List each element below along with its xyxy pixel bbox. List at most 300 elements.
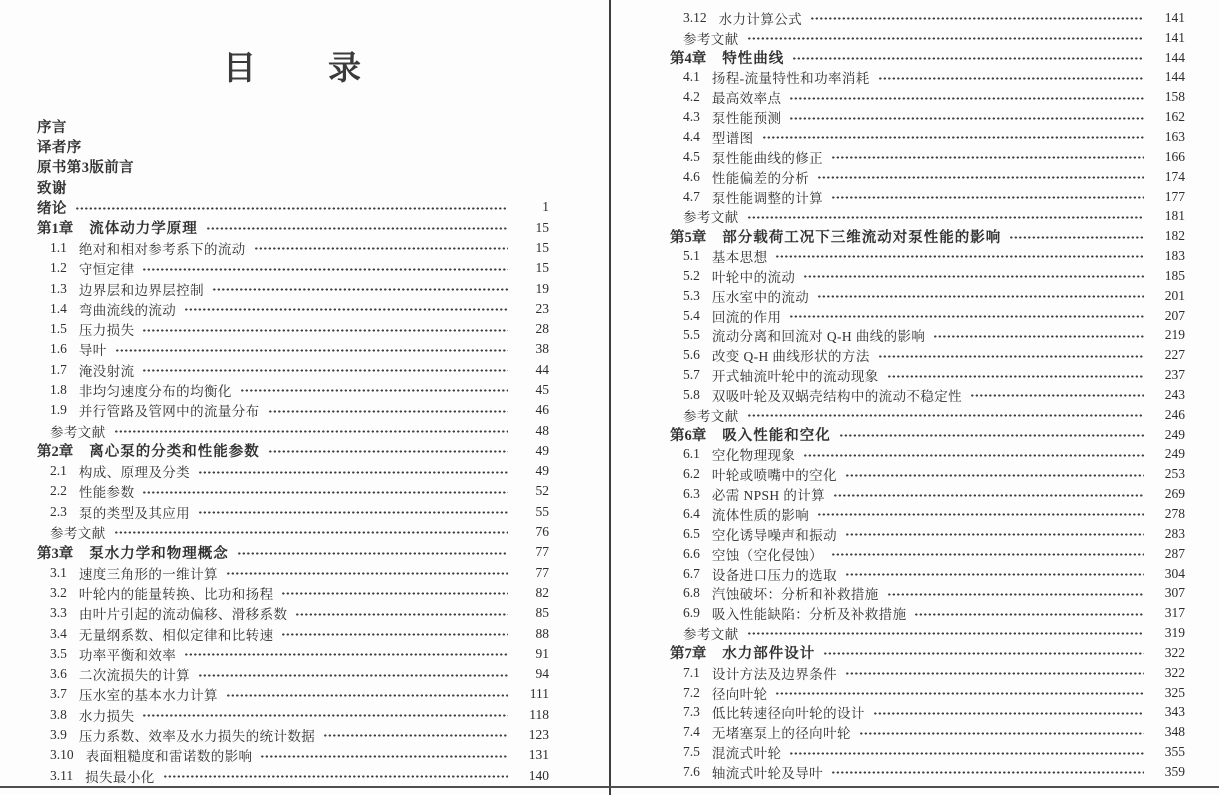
toc-entry-label: 守恒定律 (78, 262, 135, 278)
toc-entry-label: 并行管路及管网中的流量分布 (78, 404, 260, 420)
toc-entry-label: 参考文献 (683, 627, 739, 643)
toc-entry (670, 226, 1185, 246)
toc-entry (37, 583, 549, 603)
toc-entry-label: 性能偏差的分析 (711, 170, 810, 186)
toc-entry-page: 246 (1164, 406, 1185, 422)
toc-entry (670, 564, 1185, 584)
toc-entry (670, 623, 1185, 643)
dot-leader (199, 674, 508, 677)
toc-entry-number: 5.1 (683, 248, 700, 264)
toc-entry (670, 504, 1185, 524)
toc-entry-number: 6.8 (683, 585, 700, 601)
toc-entry-label: 泵性能曲线的修正 (711, 150, 824, 166)
toc-entry (670, 663, 1185, 683)
toc-entry-page: 322 (1164, 664, 1185, 680)
toc-entry-number: 3.9 (50, 727, 67, 743)
toc-entry-label: 参考文献 (683, 31, 739, 47)
toc-entry (670, 345, 1185, 365)
toc-entry-label: 表面粗糙度和雷诺数的影响 (85, 749, 253, 765)
toc-entry-page: 287 (1164, 545, 1185, 561)
dot-leader (199, 511, 508, 514)
toc-entry-number: 5.3 (683, 287, 700, 303)
toc-entry-number: 3.10 (50, 747, 74, 763)
toc-entry-label: 水力部件设计 (722, 646, 816, 663)
toc-entry-number: 5.8 (683, 386, 700, 402)
toc-entry-label: 叶轮内的能量转换、比功和扬程 (78, 586, 274, 602)
toc-entry-page: 269 (1164, 486, 1185, 502)
toc-entry-label: 泵性能预测 (711, 111, 782, 127)
toc-entry-page: 249 (1164, 446, 1185, 462)
toc-entry (670, 385, 1185, 405)
toc-entry-label: 空化诱导噪声和振动 (711, 527, 837, 543)
toc-entry-label: 功率平衡和效率 (78, 647, 177, 663)
toc-entry-page: 359 (1164, 763, 1185, 779)
toc-entry (670, 405, 1185, 425)
toc-entry-page: 118 (529, 706, 549, 722)
toc-entry-label: 水力损失 (78, 708, 135, 724)
toc-entry-page: 219 (1164, 327, 1185, 343)
dot-leader (934, 335, 1144, 338)
toc-entry-label: 致谢 (37, 180, 67, 197)
dot-leader (238, 552, 508, 555)
toc-entry-label: 型谱图 (711, 130, 754, 146)
toc-entry-label: 压力系数、效率及水力损失的统计数据 (78, 729, 316, 745)
toc-entry-page: 55 (535, 503, 549, 519)
toc-entry-page: 343 (1164, 704, 1185, 720)
toc-entry (37, 542, 549, 562)
toc-entry (37, 197, 549, 217)
toc-entry-page: 19 (535, 280, 549, 296)
dot-leader (185, 653, 508, 656)
toc-entry (37, 522, 549, 542)
toc-entry-label: 原书第3版前言 (37, 160, 135, 177)
toc-entry-number: 1.9 (50, 402, 67, 418)
toc-entry-label: 汽蚀破坏：分析和补救措施 (711, 587, 879, 603)
dot-leader (748, 414, 1144, 417)
dot-leader (143, 329, 508, 332)
toc-entry-page: 182 (1164, 228, 1185, 244)
toc-entry-page: 15 (535, 239, 549, 255)
toc-entry-number: 3.2 (50, 584, 67, 600)
dot-leader (879, 77, 1144, 80)
toc-entry-number: 3.11 (50, 767, 74, 783)
toc-entry-page: 91 (535, 645, 549, 661)
toc-entry-label: 空蚀（空化侵蚀） (711, 547, 824, 563)
toc-entry-page: 355 (1164, 744, 1185, 760)
toc-entry-number: 6.1 (683, 446, 700, 462)
toc-entry-label: 压力损失 (78, 323, 135, 339)
toc-entry-page: 1 (542, 199, 549, 215)
dot-leader (832, 553, 1144, 556)
toc-entry-label: 译者序 (37, 139, 82, 156)
dot-leader (115, 531, 508, 534)
dot-leader (879, 355, 1144, 358)
toc-entry-number: 1.1 (50, 239, 67, 255)
toc-entry-page: 49 (535, 463, 549, 479)
toc-entry-label: 参考文献 (683, 408, 739, 424)
toc-entry-page: 319 (1164, 625, 1185, 641)
toc-entry-page: 44 (535, 361, 549, 377)
dot-leader (846, 573, 1144, 576)
toc-entry-number: 3.4 (50, 625, 67, 641)
toc-entry-number: 1.7 (50, 361, 67, 377)
toc-entry-number: 5.7 (683, 367, 700, 383)
toc-entry-label: 离心泵的分类和性能参数 (89, 444, 260, 461)
toc-entry-number: 4.1 (683, 69, 700, 85)
dot-leader (804, 275, 1144, 278)
toc-entry (37, 136, 549, 156)
toc-entry-page: 82 (535, 584, 549, 600)
toc-entry-number: 1.8 (50, 382, 67, 397)
toc-entry-label: 必需 NPSH 的计算 (711, 488, 826, 504)
toc-entry (37, 278, 549, 298)
dot-leader (116, 349, 508, 352)
bottom-rule-line (0, 786, 1219, 788)
left-toc-list (37, 116, 549, 786)
dot-leader (776, 692, 1144, 695)
toc-entry-label: 速度三角形的一维计算 (78, 566, 218, 582)
dot-leader (255, 247, 508, 250)
toc-entry-number: 5.2 (683, 267, 700, 283)
toc-entry-page: 94 (535, 666, 549, 682)
toc-entry-label: 吸入性能和空化 (722, 428, 831, 445)
toc-entry-label: 二次流损失的计算 (78, 668, 191, 684)
toc-entry (670, 326, 1185, 346)
toc-entry (670, 147, 1185, 167)
toc-entry-number: 1.4 (50, 300, 67, 316)
toc-entry-label: 空化物理现象 (711, 448, 796, 464)
dot-leader (811, 17, 1144, 20)
dot-leader (143, 369, 508, 372)
toc-entry-label: 构成、原理及分类 (78, 465, 191, 481)
toc-entry-page: 163 (1164, 128, 1185, 144)
toc-entry-number: 7.1 (683, 664, 700, 680)
toc-entry (670, 484, 1185, 504)
dot-leader (915, 613, 1144, 616)
toc-entry-page: 123 (528, 727, 549, 743)
toc-entry (670, 87, 1185, 107)
toc-entry-page: 77 (535, 564, 549, 580)
dot-leader (1010, 236, 1144, 239)
toc-entry-number: 第3章 (37, 545, 74, 562)
toc-entry-page: 48 (535, 422, 549, 438)
toc-entry-label: 参考文献 (50, 526, 106, 542)
toc-entry-label: 流动分离和回流对 Q-H 曲线的影响 (711, 329, 926, 345)
dot-leader (227, 694, 508, 697)
toc-entry-number: 4.2 (683, 89, 700, 105)
toc-entry (670, 742, 1185, 762)
toc-entry-label: 泵的类型及其应用 (78, 505, 191, 521)
toc-entry-number: 4.3 (683, 109, 700, 125)
toc-entry-label: 性能参数 (78, 485, 135, 501)
toc-entry (37, 684, 549, 704)
toc-entry (670, 167, 1185, 187)
toc-entry-number: 6.9 (683, 605, 700, 621)
toc-entry-number: 3.6 (50, 666, 67, 682)
toc-entry (670, 107, 1185, 127)
toc-entry-label: 弯曲流线的流动 (78, 302, 177, 318)
toc-entry-label: 径向叶轮 (711, 686, 768, 702)
dot-leader (874, 712, 1144, 715)
left-page (37, 0, 549, 795)
toc-entry (37, 461, 549, 481)
toc-entry-label: 混流式叶轮 (711, 746, 782, 762)
dot-leader (213, 288, 508, 291)
toc-entry-number: 6.5 (683, 525, 700, 541)
toc-entry-label: 部分载荷工况下三维流动对泵性能的影响 (722, 229, 1002, 246)
dot-leader (241, 389, 508, 392)
toc-entry-number: 7.3 (683, 704, 700, 720)
toc-entry-page: 49 (535, 442, 549, 458)
toc-entry-number: 第6章 (670, 428, 707, 445)
toc-entry-number: 7.5 (683, 744, 700, 760)
toc-entry (37, 157, 549, 177)
toc-entry-page: 201 (1164, 287, 1185, 303)
toc-entry-label: 轴流式叶轮及导叶 (711, 765, 824, 781)
toc-entry (37, 705, 549, 725)
toc-entry-label: 最高效率点 (711, 91, 782, 107)
dot-leader (888, 375, 1144, 378)
toc-entry-page: 283 (1164, 525, 1185, 541)
toc-entry-page: 88 (535, 625, 549, 641)
dot-leader (832, 156, 1144, 159)
toc-entry-page: 181 (1164, 208, 1185, 224)
toc-entry (670, 544, 1185, 564)
dot-leader (185, 308, 508, 311)
toc-entry-number: 3.12 (683, 9, 707, 25)
dot-leader (269, 410, 508, 413)
toc-entry-page: 243 (1164, 386, 1185, 402)
toc-entry-number: 2.1 (50, 463, 67, 479)
toc-entry-number: 4.6 (683, 168, 700, 184)
toc-entry-label: 基本思想 (711, 250, 768, 266)
toc-entry-label: 序言 (37, 119, 67, 136)
dot-leader (832, 771, 1144, 774)
toc-entry (670, 464, 1185, 484)
toc-entry-label: 吸入性能缺陷：分析及补救措施 (711, 607, 907, 623)
toc-entry (37, 319, 549, 339)
dot-leader (115, 430, 508, 433)
dot-leader (227, 572, 508, 575)
dot-leader (790, 315, 1144, 318)
toc-entry-number: 5.4 (683, 307, 700, 323)
toc-entry (37, 563, 549, 583)
toc-entry-page: 77 (535, 544, 549, 560)
toc-entry-label: 泵水力学和物理概念 (89, 545, 229, 562)
toc-entry-label: 由叶片引起的流动偏移、滑移系数 (78, 607, 288, 623)
toc-entry-page: 45 (535, 382, 549, 397)
toc-entry (37, 725, 549, 745)
toc-entry-page: 131 (528, 747, 549, 763)
toc-entry-label: 泵性能调整的计算 (711, 190, 824, 206)
toc-entry-number: 4.5 (683, 148, 700, 164)
toc-entry (37, 116, 549, 136)
toc-entry-label: 改变 Q-H 曲线形状的方法 (711, 349, 870, 365)
toc-entry-number: 第5章 (670, 229, 707, 246)
dot-leader (846, 533, 1144, 536)
toc-entry (37, 360, 549, 380)
dot-leader (296, 613, 508, 616)
toc-entry-page: 111 (529, 686, 549, 702)
dot-leader (199, 471, 508, 474)
dot-leader (834, 494, 1144, 497)
toc-entry (37, 502, 549, 522)
toc-entry-number: 6.6 (683, 545, 700, 561)
toc-entry-label: 流体动力学原理 (89, 221, 198, 238)
toc-entry-number: 1.3 (50, 280, 67, 296)
toc-entry-page: 325 (1164, 684, 1185, 700)
toc-entry-page: 85 (535, 605, 549, 621)
toc-entry (670, 703, 1185, 723)
toc-entry-page: 141 (1164, 9, 1185, 25)
dot-leader (76, 207, 508, 210)
toc-entry-page: 38 (535, 341, 549, 357)
toc-entry-label: 水力计算公式 (718, 11, 803, 27)
toc-entry-page: 158 (1164, 89, 1185, 105)
dot-leader (818, 295, 1144, 298)
dot-leader (804, 454, 1144, 457)
toc-entry-number: 3.8 (50, 706, 67, 722)
toc-entry-label: 双吸叶轮及双蜗壳结构中的流动不稳定性 (711, 388, 963, 404)
toc-entry (670, 643, 1185, 663)
toc-entry (670, 425, 1185, 445)
toc-entry (670, 524, 1185, 544)
toc-entry-page: 140 (528, 767, 549, 783)
page-divider-line (609, 0, 611, 795)
toc-entry-label: 扬程-流量特性和功率消耗 (711, 71, 870, 87)
toc-entry-page: 174 (1164, 168, 1185, 184)
toc-entry (37, 177, 549, 197)
toc-entry-page: 76 (535, 524, 549, 540)
toc-entry (670, 583, 1185, 603)
toc-entry (37, 745, 549, 765)
dot-leader (748, 37, 1144, 40)
dot-leader (143, 268, 508, 271)
toc-entry-number: 7.4 (683, 724, 700, 740)
toc-title: 目 录 (223, 51, 363, 87)
toc-entry (670, 445, 1185, 465)
toc-entry (37, 664, 549, 684)
toc-entry (670, 206, 1185, 226)
toc-entry-label: 损失最小化 (85, 769, 155, 785)
dot-leader (846, 672, 1144, 675)
toc-entry-number: 7.2 (683, 684, 700, 700)
toc-entry-number: 6.4 (683, 506, 700, 522)
toc-entry-number: 6.2 (683, 466, 700, 482)
toc-entry-number: 3.3 (50, 605, 67, 621)
toc-entry-label: 无堵塞泵上的径向叶轮 (711, 726, 851, 742)
dot-leader (840, 434, 1144, 437)
dot-leader (748, 216, 1144, 219)
toc-entry-page: 46 (535, 402, 549, 418)
toc-entry (37, 238, 549, 258)
toc-entry (670, 286, 1185, 306)
right-page (670, 0, 1185, 795)
dot-leader (818, 513, 1144, 516)
toc-entry-number: 3.1 (50, 564, 67, 580)
toc-entry (37, 623, 549, 643)
toc-entry (670, 603, 1185, 623)
toc-entry-number: 3.5 (50, 645, 67, 661)
toc-entry (37, 299, 549, 319)
toc-entry (37, 420, 549, 440)
toc-entry (670, 68, 1185, 88)
toc-entry-label: 绝对和相对参考系下的流动 (78, 241, 246, 257)
toc-entry (670, 246, 1185, 266)
toc-entry-page: 317 (1164, 605, 1185, 621)
toc-entry-label: 压水室的基本水力计算 (78, 688, 218, 704)
toc-entry-number: 6.7 (683, 565, 700, 581)
toc-entry-number: 3.7 (50, 686, 67, 702)
toc-entry-label: 叶轮中的流动 (711, 269, 796, 285)
toc-entry-label: 非均匀速度分布的均衡化 (78, 384, 232, 399)
toc-entry-number: 7.6 (683, 763, 700, 779)
toc-entry (37, 380, 549, 400)
toc-entry-page: 237 (1164, 367, 1185, 383)
toc-entry-number: 第4章 (670, 51, 707, 68)
toc-entry-page: 183 (1164, 248, 1185, 264)
dot-leader (207, 227, 508, 230)
dot-leader (790, 752, 1144, 755)
toc-entry-page: 348 (1164, 724, 1185, 740)
toc-entry (670, 187, 1185, 207)
dot-leader (143, 491, 508, 494)
toc-entry-label: 叶轮或喷嘴中的空化 (711, 468, 837, 484)
toc-entry-page: 144 (1164, 69, 1185, 85)
toc-entry-number: 第7章 (670, 646, 707, 663)
toc-entry (37, 481, 549, 501)
toc-entry (670, 762, 1185, 782)
toc-entry (670, 28, 1185, 48)
dot-leader (790, 97, 1144, 100)
toc-entry (670, 8, 1185, 28)
toc-entry-number: 2.2 (50, 483, 67, 499)
toc-entry (670, 365, 1185, 385)
toc-entry-page: 166 (1164, 148, 1185, 164)
toc-entry-label: 淹没射流 (78, 363, 135, 379)
toc-entry-page: 177 (1164, 188, 1185, 204)
toc-entry-label: 设备进口压力的选取 (711, 567, 837, 583)
toc-entry (37, 441, 549, 461)
toc-entry-page: 28 (535, 321, 549, 337)
dot-leader (164, 775, 508, 778)
dot-leader (776, 255, 1144, 258)
dot-leader (790, 117, 1144, 120)
toc-entry (670, 266, 1185, 286)
dot-leader (748, 632, 1144, 635)
dot-leader (824, 652, 1144, 655)
toc-entry-number: 5.5 (683, 327, 700, 343)
toc-entry-number: 第1章 (37, 221, 74, 238)
toc-entry-label: 边界层和边界层控制 (78, 282, 204, 298)
toc-entry-page: 162 (1164, 109, 1185, 125)
toc-entry (37, 339, 549, 359)
toc-entry-page: 52 (535, 483, 549, 499)
toc-entry-number: 1.6 (50, 341, 67, 357)
toc-entry-page: 249 (1164, 426, 1185, 442)
toc-entry-label: 回流的作用 (711, 309, 782, 325)
toc-entry-number: 4.4 (683, 128, 700, 144)
toc-entry-label: 导叶 (78, 343, 107, 359)
toc-entry (37, 603, 549, 623)
toc-entry-page: 23 (535, 300, 549, 316)
dot-leader (860, 732, 1144, 735)
toc-entry (37, 217, 549, 237)
toc-entry-page: 207 (1164, 307, 1185, 323)
toc-entry (670, 48, 1185, 68)
toc-entry-number: 1.2 (50, 260, 67, 276)
toc-entry-number: 1.5 (50, 321, 67, 337)
